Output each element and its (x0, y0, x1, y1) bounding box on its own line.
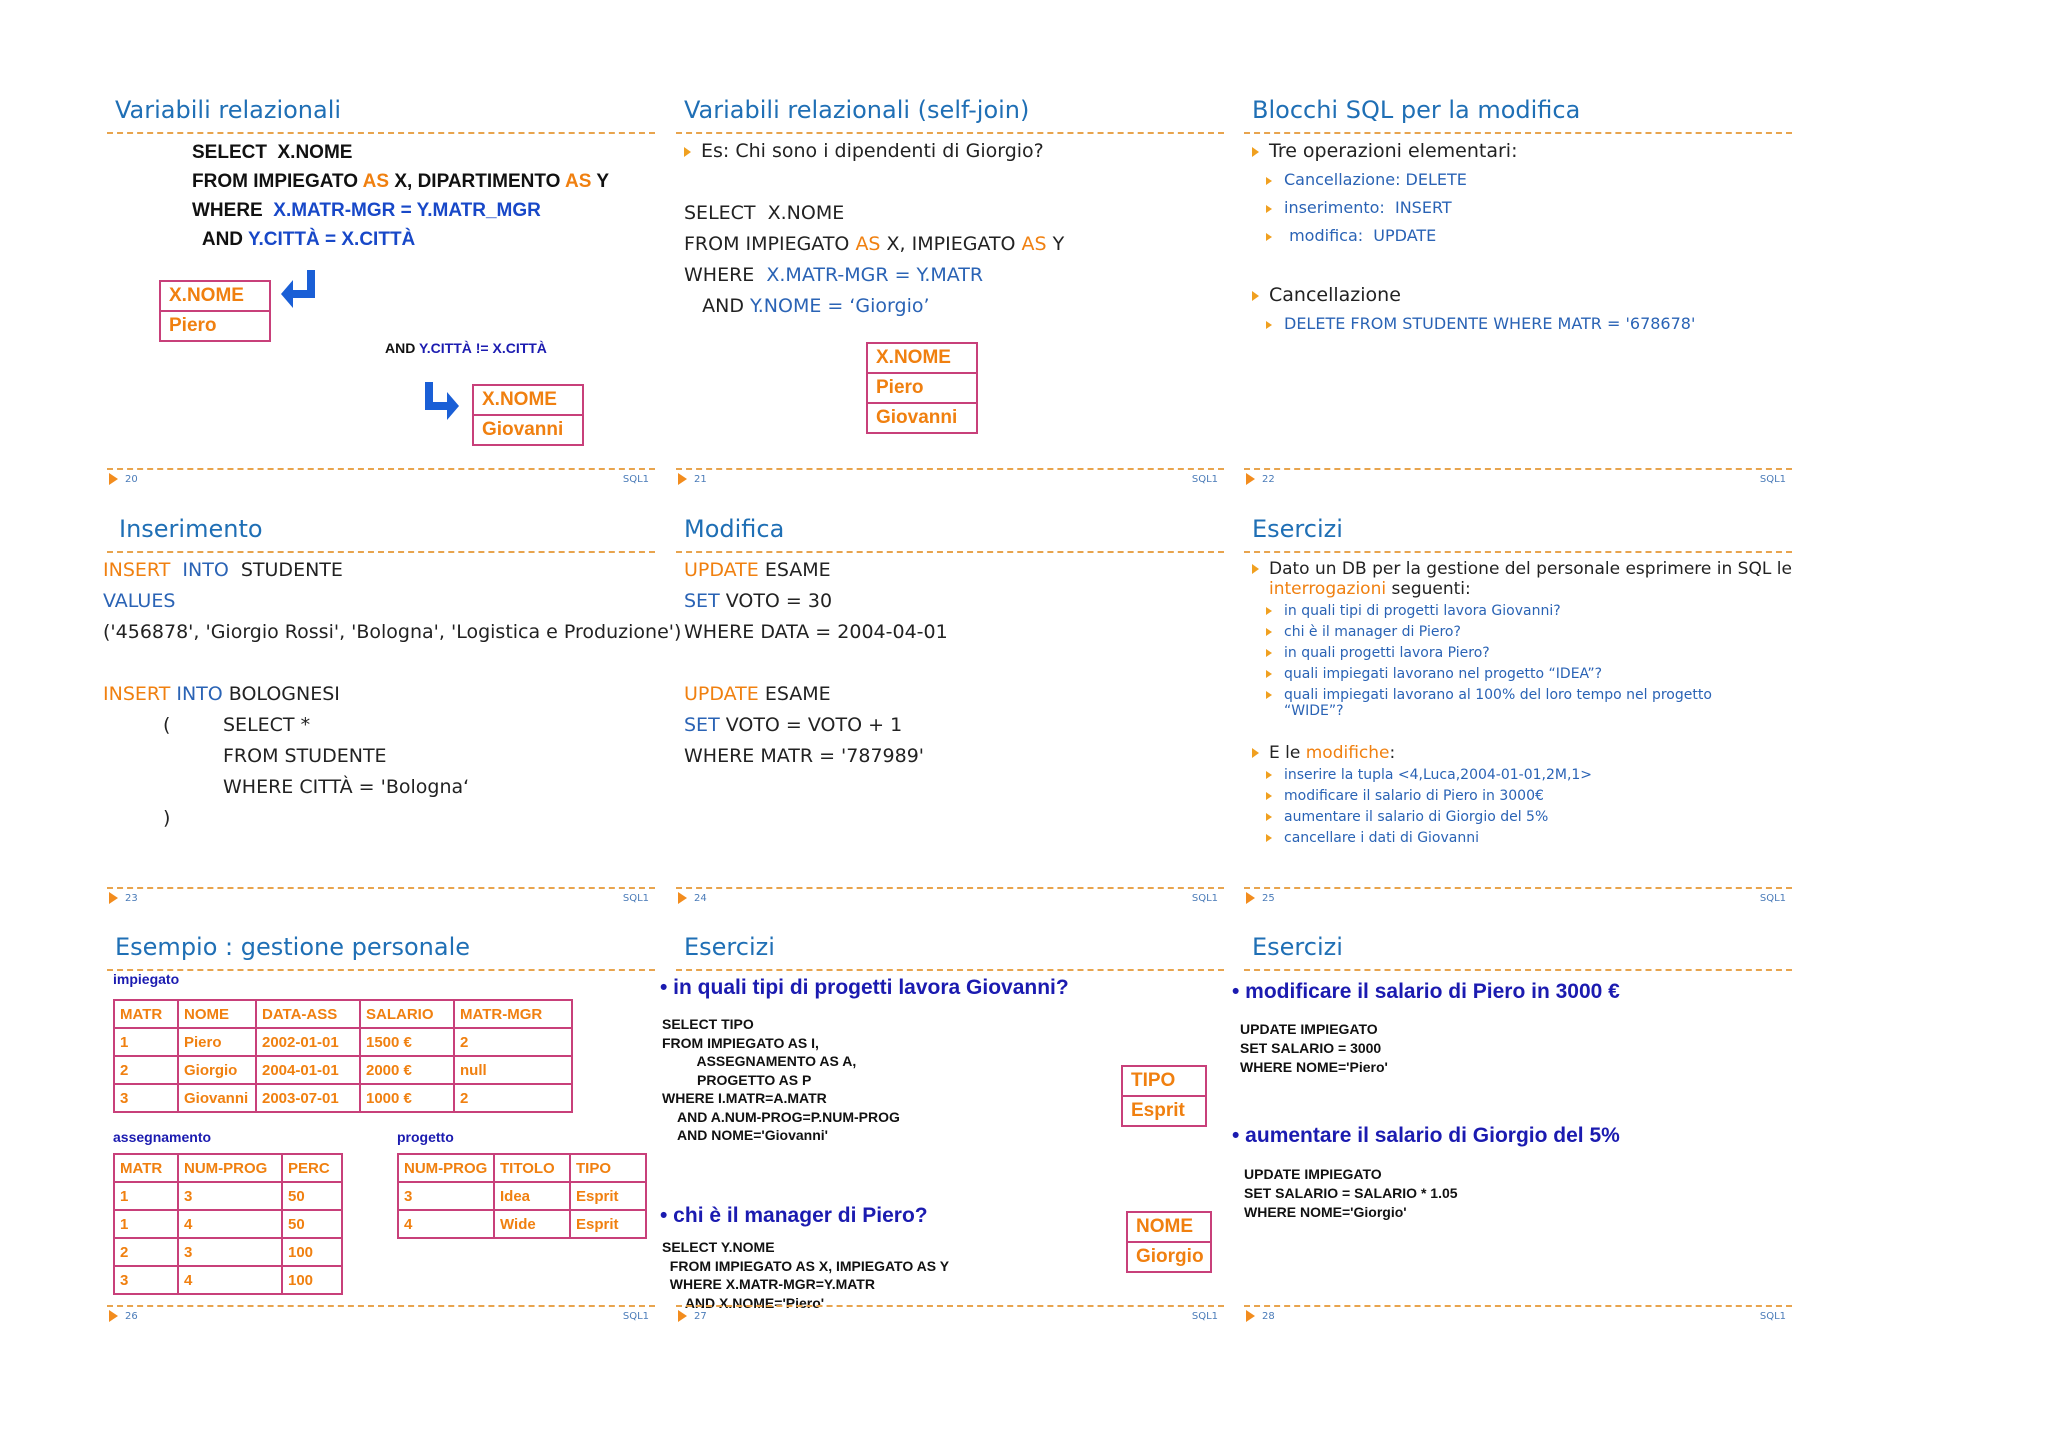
table-cell: 2000 € (360, 1056, 454, 1084)
bullet-icon (1252, 147, 1259, 157)
bullet-icon (1266, 177, 1272, 185)
sql-keyword: UPDATE (684, 683, 759, 705)
bullet-icon (1266, 792, 1272, 800)
sql-line: SET SALARIO = SALARIO * 1.05 (1244, 1185, 1458, 1201)
sub-bullet (1266, 645, 1490, 662)
sub-bullet-text: “WIDE”? (1284, 703, 1344, 719)
table-cell: 2003-07-01 (256, 1084, 360, 1112)
table-cell: 1 (114, 1182, 178, 1210)
slide-28 (1232, 925, 1792, 1337)
table-header-cell: TITOLO (494, 1154, 570, 1182)
bullet-icon (1266, 607, 1272, 615)
slide-number: 25 (1262, 893, 1275, 904)
table-cell: Giorgio (178, 1056, 256, 1084)
slide-27 (660, 925, 1224, 1337)
code-line (684, 714, 902, 737)
sql-where: WHERE (192, 200, 274, 221)
sql-line: AND X.NOME='Piero' (662, 1294, 825, 1311)
sub-bullet-text: aumentare il salario di Giorgio del 5% (1284, 809, 1549, 825)
sql-block (662, 1015, 900, 1145)
slide-title: Variabili relazionali (self-join) (684, 96, 1030, 124)
table-header-cell: NOME (178, 1000, 256, 1028)
code-text: ESAME (758, 683, 831, 705)
result-cell: Giovanni (876, 407, 958, 428)
table-row (114, 1056, 572, 1084)
bullet (684, 140, 1044, 163)
table-cell: 4 (178, 1266, 282, 1294)
bullet-icon (1266, 649, 1272, 657)
bullet-icon (1252, 748, 1259, 758)
sub-bullet-text: modifica: UPDATE (1284, 226, 1437, 245)
footer-arrow-icon (1246, 473, 1255, 485)
sub-bullet-text: chi è il manager di Piero? (1284, 624, 1461, 640)
code-line (103, 559, 343, 582)
bullet-text: Es: Chi sono i dipendenti di Giorgio? (701, 140, 1044, 162)
sql-line: WHERE I.MATR=A.MATR (662, 1090, 827, 1106)
footer-arrow-icon (109, 892, 118, 904)
sql-line (684, 202, 844, 225)
sub-bullet-text: in quali progetti lavora Piero? (1284, 645, 1490, 661)
divider (676, 969, 1224, 971)
sql-keyword: VALUES (103, 590, 176, 612)
sub-bullet (1266, 830, 1479, 847)
sql-line (684, 233, 1064, 256)
table-cell: 1 (114, 1210, 178, 1238)
result-header: X.NOME (474, 386, 582, 416)
slide-number: 20 (125, 474, 138, 485)
table-header-cell: NUM-PROG (398, 1154, 494, 1182)
table-cell: 3 (178, 1238, 282, 1266)
sql-condition: X.MATR-MGR = Y.MATR_MGR (273, 200, 541, 221)
slide-tag: SQL1 (622, 474, 649, 485)
table-row (114, 1084, 572, 1112)
code-text: FROM STUDENTE (223, 745, 387, 767)
sub-bullet-text: quali impiegati lavorano nel progetto “IDEA”? (1284, 666, 1603, 682)
bullet-text: E le (1269, 743, 1306, 763)
slide-tag: SQL1 (1759, 474, 1786, 485)
sub-bullet-text: DELETE FROM STUDENTE WHERE MATR = '678678' (1284, 314, 1696, 333)
table-header-row (114, 1154, 342, 1182)
table-cell: 50 (282, 1182, 342, 1210)
footer-arrow-icon (678, 473, 687, 485)
result-header: X.NOME (161, 282, 269, 312)
sub-bullet-text: quali impiegati lavorano al 100% del loro tempo nel progetto (1284, 687, 1712, 703)
table-cell: 2 (114, 1056, 178, 1084)
question: • aumentare il salario di Giorgio del 5% (1232, 1124, 1620, 1147)
table-label: assegnamento (113, 1129, 212, 1145)
sql-condition: Y.CITTÀ = X.CITTÀ (247, 229, 416, 250)
slide-number: 23 (125, 893, 138, 904)
arrow-left-icon (279, 268, 319, 310)
code-line (684, 559, 831, 582)
code-text: BOLOGNESI (222, 683, 340, 705)
footer-arrow-icon (109, 1310, 118, 1322)
sql-line: WHERE X.MATR-MGR=Y.MATR (662, 1276, 875, 1292)
sql-from: Y (1046, 233, 1065, 255)
code-line (684, 590, 832, 613)
slide-title: Modifica (684, 515, 785, 543)
footer-arrow-icon (678, 1310, 687, 1322)
slide-tag: SQL1 (1759, 893, 1786, 904)
slide-26 (107, 925, 655, 1337)
slide-number: 22 (1262, 474, 1275, 485)
code-paren: ) (163, 807, 171, 829)
bullet (1252, 140, 1517, 163)
result-header: NOME (1128, 1213, 1210, 1243)
sub-bullet (1266, 788, 1544, 805)
table-cell: 100 (282, 1238, 342, 1266)
sql-keyword: INTO (170, 683, 223, 705)
slide-number: 28 (1262, 1311, 1275, 1322)
slide-title: Esercizi (1252, 933, 1343, 961)
code-paren: ( (163, 714, 171, 736)
divider (676, 551, 1224, 553)
slide-24 (676, 507, 1224, 919)
divider (1244, 969, 1792, 971)
divider (1244, 132, 1792, 134)
table-cell: 1 (114, 1028, 178, 1056)
bullet-text: Cancellazione (1269, 284, 1401, 306)
slide-title: Esempio : gestione personale (115, 933, 471, 961)
table-cell: 2002-01-01 (256, 1028, 360, 1056)
divider (676, 468, 1224, 470)
sub-bullet (1266, 603, 1561, 620)
table-cell: Idea (494, 1182, 570, 1210)
slide-number: 26 (125, 1311, 138, 1322)
sql-keyword-as: AS (362, 171, 390, 192)
table-cell: 1500 € (360, 1028, 454, 1056)
divider (1244, 1305, 1792, 1307)
question: • chi è il manager di Piero? (660, 1204, 928, 1227)
sql-line: PROGETTO AS P (662, 1071, 812, 1088)
sub-bullet-text: inserimento: INSERT (1284, 198, 1452, 217)
result-header: X.NOME (868, 344, 976, 374)
sql-from: X, IMPIEGATO (880, 233, 1022, 255)
slide-title: Variabili relazionali (115, 96, 342, 124)
result-table (1126, 1211, 1212, 1273)
arrow-right-icon (423, 380, 463, 422)
slide-title: Esercizi (1252, 515, 1343, 543)
sql-condition: Y.NOME = ‘Giorgio’ (750, 295, 930, 317)
slide-tag: SQL1 (622, 1311, 649, 1322)
divider (676, 887, 1224, 889)
slide-tag: SQL1 (1759, 1311, 1786, 1322)
sql-line: UPDATE IMPIEGATO (1240, 1021, 1378, 1037)
table-cell: 100 (282, 1266, 342, 1294)
code-text: ESAME (758, 559, 831, 581)
table-cell: 3 (114, 1084, 178, 1112)
sql-line (192, 229, 415, 252)
sql-and: AND (684, 295, 750, 317)
table-header-cell: NUM-PROG (178, 1154, 282, 1182)
result-cell: Giorgio (1136, 1246, 1204, 1267)
sql-from: FROM IMPIEGATO (192, 171, 363, 192)
sub-bullet (1266, 666, 1602, 683)
sql-line: FROM IMPIEGATO AS I, (662, 1034, 819, 1051)
table-row (398, 1182, 646, 1210)
sql-line (684, 295, 930, 318)
divider (107, 887, 655, 889)
sub-bullet-text: modificare il salario di Piero in 3000€ (1284, 788, 1544, 804)
sql-line: SET SALARIO = 3000 (1240, 1040, 1382, 1056)
sql-keyword-as: AS (565, 171, 592, 192)
sub-bullet (1266, 687, 1712, 704)
sql-line (192, 171, 609, 194)
sql-keyword-as: AS (855, 233, 881, 255)
alt-condition (385, 340, 547, 357)
slide-21 (676, 88, 1224, 500)
sql-select: SELECT X.NOME (192, 142, 353, 163)
impiegato-table (113, 999, 573, 1113)
table-label: progetto (397, 1129, 454, 1145)
assegnamento-table (113, 1153, 343, 1295)
sql-keyword-as: AS (1021, 233, 1047, 255)
bullet-icon (1266, 670, 1272, 678)
table-row (114, 1238, 342, 1266)
sql-block (1240, 1020, 1388, 1077)
code-text: ('456878', 'Giorgio Rossi', 'Bologna', 'Logistica e Produzione') (103, 621, 682, 643)
bullet-text: Tre operazioni elementari: (1269, 140, 1518, 162)
table-row (114, 1182, 342, 1210)
bullet-icon (1266, 691, 1272, 699)
sub-bullet (1266, 314, 1695, 333)
divider (676, 1305, 1224, 1307)
sql-line: WHERE NOME='Piero' (1240, 1059, 1388, 1075)
question: • in quali tipi di progetti lavora Giovanni? (660, 976, 1069, 999)
slide-22 (1244, 88, 1792, 500)
table-header-row (398, 1154, 646, 1182)
table-cell: Giovanni (178, 1084, 256, 1112)
sql-block (1244, 1165, 1458, 1222)
slide-20 (107, 88, 655, 500)
divider (107, 468, 655, 470)
sql-keyword: SET (684, 714, 720, 736)
sql-and: AND (385, 340, 419, 356)
bullet-icon (684, 147, 691, 157)
bullet-text: : (1389, 743, 1396, 763)
sql-from: Y (591, 171, 610, 192)
result-header: TIPO (1123, 1067, 1205, 1097)
bullet-cont (1269, 579, 1471, 599)
sub-bullet-text: in quali tipi di progetti lavora Giovanni? (1284, 603, 1561, 619)
table-cell: null (454, 1056, 572, 1084)
bullet-icon (1266, 834, 1272, 842)
slide-number: 27 (694, 1311, 707, 1322)
bullet (1252, 743, 1395, 763)
bullet-icon (1266, 771, 1272, 779)
sql-line: UPDATE IMPIEGATO (1244, 1166, 1382, 1182)
slide-title: Inserimento (119, 515, 263, 543)
divider (1244, 887, 1792, 889)
sub-bullet (1266, 809, 1548, 826)
slide-number: 21 (694, 474, 707, 485)
table-cell: 3 (398, 1182, 494, 1210)
divider (107, 1305, 655, 1307)
table-header-cell: TIPO (570, 1154, 646, 1182)
sql-keyword: INSERT (103, 683, 171, 705)
result-table (1121, 1065, 1207, 1127)
table-cell: Piero (178, 1028, 256, 1056)
table-row (114, 1210, 342, 1238)
table-row (114, 1028, 572, 1056)
table-header-cell: PERC (282, 1154, 342, 1182)
footer-arrow-icon (1246, 1310, 1255, 1322)
result-table (472, 384, 584, 446)
result-cell: Giovanni (482, 419, 564, 440)
code-line (103, 683, 340, 706)
sql-condition: X.MATR-MGR = Y.MATR (766, 264, 984, 286)
table-cell: 2004-01-01 (256, 1056, 360, 1084)
bullet-icon (1266, 321, 1272, 329)
sql-keyword: INTO (170, 559, 229, 581)
bullet-icon (1252, 291, 1259, 301)
sql-line: AND A.NUM-PROG=P.NUM-PROG (662, 1108, 900, 1125)
table-row (114, 1266, 342, 1294)
bullet (1252, 559, 1792, 579)
sql-from: X, DIPARTIMENTO (389, 171, 565, 192)
result-cell: Piero (868, 374, 976, 404)
table-cell: 2 (114, 1238, 178, 1266)
bullet-icon (1266, 205, 1272, 213)
sql-block (662, 1238, 949, 1312)
result-cell: Esprit (1131, 1100, 1185, 1121)
table-cell: 4 (398, 1210, 494, 1238)
sql-line (684, 264, 983, 287)
divider (676, 132, 1224, 134)
table-header-cell: MATR (114, 1154, 178, 1182)
table-header-row (114, 1000, 572, 1028)
sql-line (192, 142, 352, 165)
table-cell: 2 (454, 1084, 572, 1112)
sql-line (192, 200, 541, 223)
sql-from: FROM IMPIEGATO (684, 233, 856, 255)
slide-tag: SQL1 (1191, 474, 1218, 485)
slide-title: Blocchi SQL per la modifica (1252, 96, 1581, 124)
sql-line: FROM IMPIEGATO AS X, IMPIEGATO AS Y (662, 1257, 950, 1274)
footer-arrow-icon (678, 892, 687, 904)
slide-25 (1244, 507, 1792, 919)
slide-tag: SQL1 (1191, 893, 1218, 904)
bullet (1252, 284, 1401, 307)
table-label: impiegato (113, 971, 180, 987)
bullet-icon (1252, 564, 1259, 574)
divider (107, 132, 655, 134)
result-cell: Piero (169, 315, 217, 336)
sql-and: AND (192, 229, 248, 250)
slide-title: Esercizi (684, 933, 775, 961)
table-cell: 3 (178, 1182, 282, 1210)
code-text: WHERE DATA = 2004-04-01 (684, 621, 948, 643)
sub-bullet-text: cancellare i dati di Giovanni (1284, 830, 1479, 846)
sql-select: SELECT X.NOME (684, 202, 845, 224)
sub-bullet (1266, 170, 1467, 189)
sql-line: SELECT TIPO (662, 1016, 754, 1032)
code-text: WHERE MATR = '787989' (684, 745, 925, 767)
table-cell: Esprit (570, 1210, 646, 1238)
sql-keyword: INSERT (103, 559, 171, 581)
bullet-text: Dato un DB per la gestione del personale esprimere in SQL le (1269, 559, 1792, 579)
divider (1244, 551, 1792, 553)
table-cell: 50 (282, 1210, 342, 1238)
highlight-text: interrogazioni (1269, 579, 1387, 599)
bullet-text: seguenti: (1386, 579, 1471, 599)
result-table (866, 342, 978, 434)
divider (1244, 468, 1792, 470)
slide-tag: SQL1 (622, 893, 649, 904)
bullet-icon (1266, 628, 1272, 636)
progetto-table (397, 1153, 647, 1239)
slide-tag: SQL1 (1191, 1311, 1218, 1322)
footer-arrow-icon (109, 473, 118, 485)
question: • modificare il salario di Piero in 3000 € (1232, 980, 1620, 1003)
table-header-cell: SALARIO (360, 1000, 454, 1028)
highlight-text: modifiche (1305, 743, 1390, 763)
code-line (103, 590, 175, 613)
sql-keyword: UPDATE (684, 559, 759, 581)
table-cell: 4 (178, 1210, 282, 1238)
table-cell: Wide (494, 1210, 570, 1238)
table-header-cell: DATA-ASS (256, 1000, 360, 1028)
table-cell: 3 (114, 1266, 178, 1294)
table-row (398, 1210, 646, 1238)
code-text: VOTO = 30 (719, 590, 833, 612)
table-cell: 1000 € (360, 1084, 454, 1112)
bullet-icon (1266, 813, 1272, 821)
sql-line: AND NOME='Giovanni' (662, 1127, 828, 1143)
footer-arrow-icon (1246, 892, 1255, 904)
sql-keyword: SET (684, 590, 720, 612)
slide-23 (103, 507, 682, 919)
code-line (103, 621, 681, 644)
bullet-icon (1266, 233, 1272, 241)
sub-bullet-text: inserire la tupla <4,Luca,2004-01-01,2M,1> (1284, 767, 1593, 783)
sub-bullet (1266, 767, 1592, 784)
sql-where: WHERE (684, 264, 767, 286)
sub-bullet-text: Cancellazione: DELETE (1284, 170, 1467, 189)
sub-bullet (1266, 226, 1436, 245)
slide-number: 24 (694, 893, 707, 904)
sub-bullet (1266, 624, 1461, 641)
code-text: SELECT * (223, 714, 311, 736)
table-cell: 2 (454, 1028, 572, 1056)
sub-bullet (1266, 198, 1452, 217)
table-header-cell: MATR-MGR (454, 1000, 572, 1028)
code-line (684, 683, 831, 706)
sql-line: WHERE NOME='Giorgio' (1244, 1204, 1407, 1220)
result-table (159, 280, 271, 342)
sql-line: SELECT Y.NOME (662, 1239, 775, 1255)
divider (107, 969, 655, 971)
code-text: WHERE CITTÀ = 'Bologna‘ (223, 776, 470, 798)
code-text: STUDENTE (228, 559, 343, 581)
table-cell: Esprit (570, 1182, 646, 1210)
code-text: VOTO = VOTO + 1 (719, 714, 903, 736)
divider (107, 551, 655, 553)
sql-condition: Y.CITTÀ != X.CITTÀ (418, 340, 547, 356)
sql-line: ASSEGNAMENTO AS A, (662, 1053, 857, 1069)
table-header-cell: MATR (114, 1000, 178, 1028)
